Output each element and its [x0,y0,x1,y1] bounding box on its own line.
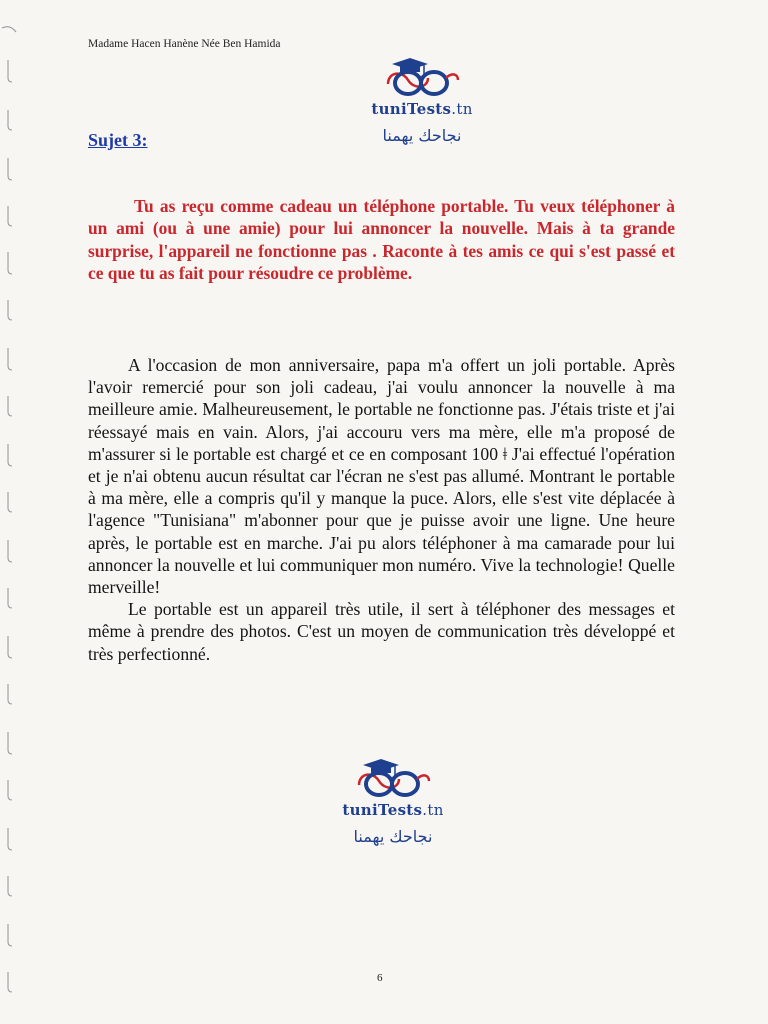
essay-paragraph: A l'occasion de mon anniversaire, papa m'a offert un joli portable. Après l'avoir remercié pour son joli cadeau, j'ai voulu annoncer la nouvelle à ma meilleure amie. Malheureusement, le portable ne fonctionne pas. J'étais triste et j'ai réessayé mais en vain. Alors, j'ai accouru vers ma mère, elle m'a proposé de m'assurer si le portable est chargé et ce en composant 100 ǂ J'ai effectué l'opération et je n'ai obtenu aucun résultat car l'écran ne s'est pas allumé. Montrant le portable à ma mère, elle a compris qu'il y manque la puce. Alors, elle s'est vite déplacée à l'agence "Tunisiana" m'abonner pour que je puisse avoir une ligne. Une heure après, le portable est en marche. J'ai pu alors téléphoner à ma camarade pour lui annoncer la nouvelle et lui communiquer mon numéro. Vive la technologie! Quelle merveille! [88,355,675,598]
brand-logo-top [352,54,492,145]
brand-slogan: نجاحك يهمنا [382,126,462,145]
graduation-cap-logo-icon [384,54,460,98]
essay-text [88,354,675,665]
essay-paragraph: Le portable est un appareil très utile, il sert à téléphoner des messages et même à prendre des photos. C'est un moyen de communication très développé et très perfectionné. [88,599,675,664]
brand-slogan: نجاحك يهمنا [353,827,433,846]
brand-logo-bottom [323,755,463,846]
brand-name: tuniTests.tn [342,801,444,819]
binding-holes [0,0,26,1024]
author-name: Madame Hacen Hanène Née Ben Hamida [88,38,281,50]
subject-prompt: Tu as reçu comme cadeau un téléphone portable. Tu veux téléphoner à un ami (ou à une amie) pour lui annoncer la nouvelle. Mais à ta grande surprise, l'appareil ne fonctionne pas . Raconte à tes amis ce qui s'est passé et ce que tu as fait pour résoudre ce problème. [88,196,675,284]
brand-name: tuniTests.tn [371,100,473,118]
subject-title: Sujet 3: [88,130,148,150]
page-number: 6 [377,972,383,984]
graduation-cap-logo-icon [355,755,431,799]
